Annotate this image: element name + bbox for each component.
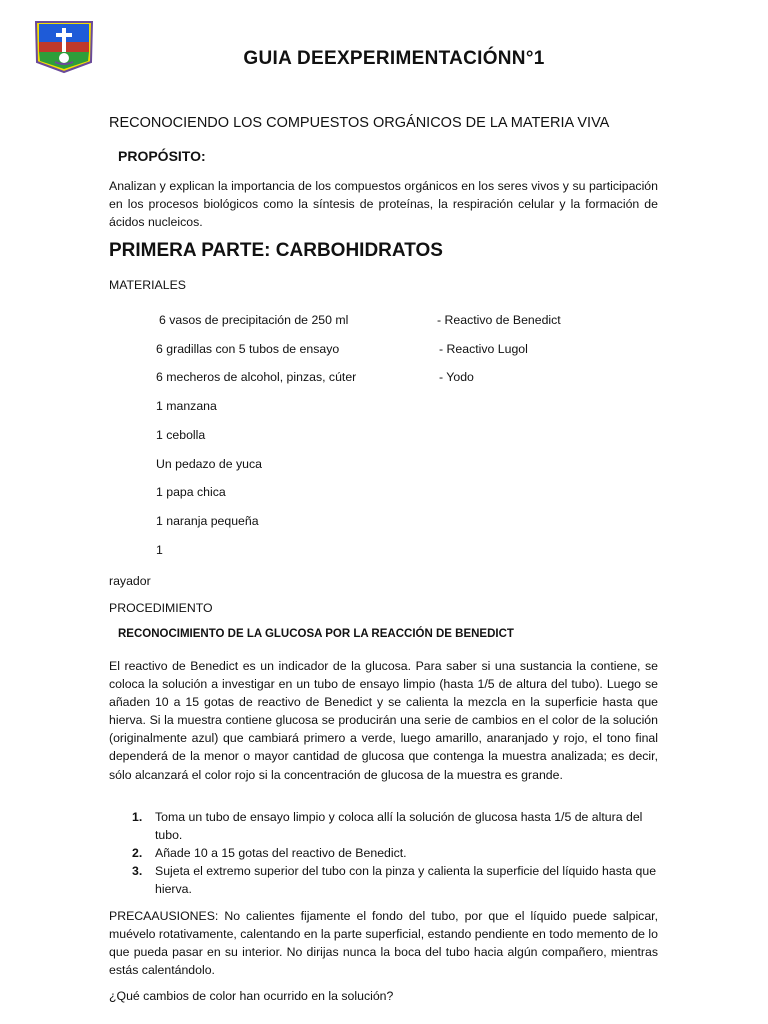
step-text: Toma un tubo de ensayo limpio y coloca allí la solución de glucosa hasta 1/5 de altura del tubo. xyxy=(155,810,643,843)
list-item: 1 xyxy=(156,543,163,557)
procedure-steps xyxy=(109,808,658,898)
list-item: - Reactivo Lugol xyxy=(439,342,528,356)
list-item: 6 mecheros de alcohol, pinzas, cúter xyxy=(156,370,357,384)
list-item xyxy=(109,862,658,898)
proposito-heading: PROPÓSITO: xyxy=(118,148,206,164)
document-subtitle: RECONOCIENDO LOS COMPUESTOS ORGÁNICOS DE LA MATERIA VIVA xyxy=(109,115,610,131)
question-text: ¿Qué cambios de color han ocurrido en la solución? xyxy=(109,989,394,1003)
rayador-text: rayador xyxy=(109,574,151,588)
list-item: 1 manzana xyxy=(156,399,217,413)
list-item: 6 vasos de precipitación de 250 ml xyxy=(159,313,349,327)
precauciones-paragraph: PRECAAUSIONES: No calientes fijamente el fondo del tubo, por que el líquido puede salpicar, muévelo rotativamente, calentando en la parte superficial, estando pendiente en todo memento de lo que pueda pasar en su interior. No dirijas nunca la boca del tubo hacia algún compañero, mientras estás calentándolo. xyxy=(109,909,658,978)
list-item: - Yodo xyxy=(439,370,474,384)
document-title: GUIA DEEXPERIMENTACIÓNN°1 xyxy=(243,48,545,69)
list-item: 6 gradillas con 5 tubos de ensayo xyxy=(156,342,340,356)
step-text: Añade 10 a 15 gotas del reactivo de Benedict. xyxy=(155,846,407,861)
benedict-paragraph: El reactivo de Benedict es un indicador de la glucosa. Para saber si una sustancia la contiene, se coloca la solución a investigar en un tubo de ensayo limpio (hasta 1/5 de altura del tubo). Luego se añaden 10 a 15 gotas de reactivo de Benedict y se calienta la mezcla en la superficie hasta que hierva. Si la muestra contiene glucosa se producirán una serie de cambios en el color de la solución (originalmente azul) que cambiará primero a verde, luego amarillo, anaranjado y rojo, el tono final dependerá de la menor o mayor cantidad de glucosa que contenga la muestra analizada; es decir, sólo alcanzará el color rojo si la concentración de glucosa de la muestra es grande. xyxy=(109,659,658,782)
section-heading: PRIMERA PARTE: CARBOHIDRATOS xyxy=(109,240,443,261)
step-number: 2. xyxy=(132,846,143,861)
proposito-paragraph: Analizan y explican la importancia de los compuestos orgánicos en los seres vivos y su participación en los procesos biológicos como la síntesis de proteínas, la respiración celular y la formación de ácidos nucleicos. xyxy=(109,179,658,230)
list-item: 1 papa chica xyxy=(156,485,226,499)
materiales-label: MATERIALES xyxy=(109,278,186,292)
list-item: - Reactivo de Benedict xyxy=(437,313,561,327)
list-item: Un pedazo de yuca xyxy=(156,457,262,471)
list-item xyxy=(109,844,658,862)
step-number: 3. xyxy=(132,864,143,879)
step-text: Sujeta el extremo superior del tubo con la pinza y calienta la superficie del líquido hasta que hierva. xyxy=(155,864,657,897)
list-item xyxy=(109,808,658,844)
benedict-heading: RECONOCIMIENTO DE LA GLUCOSA POR LA REACCIÓN DE BENEDICT xyxy=(118,628,514,640)
step-number: 1. xyxy=(132,810,143,824)
list-item: 1 cebolla xyxy=(156,428,206,442)
procedimiento-label: PROCEDIMIENTO xyxy=(109,601,213,615)
list-item: 1 naranja pequeña xyxy=(156,514,259,528)
